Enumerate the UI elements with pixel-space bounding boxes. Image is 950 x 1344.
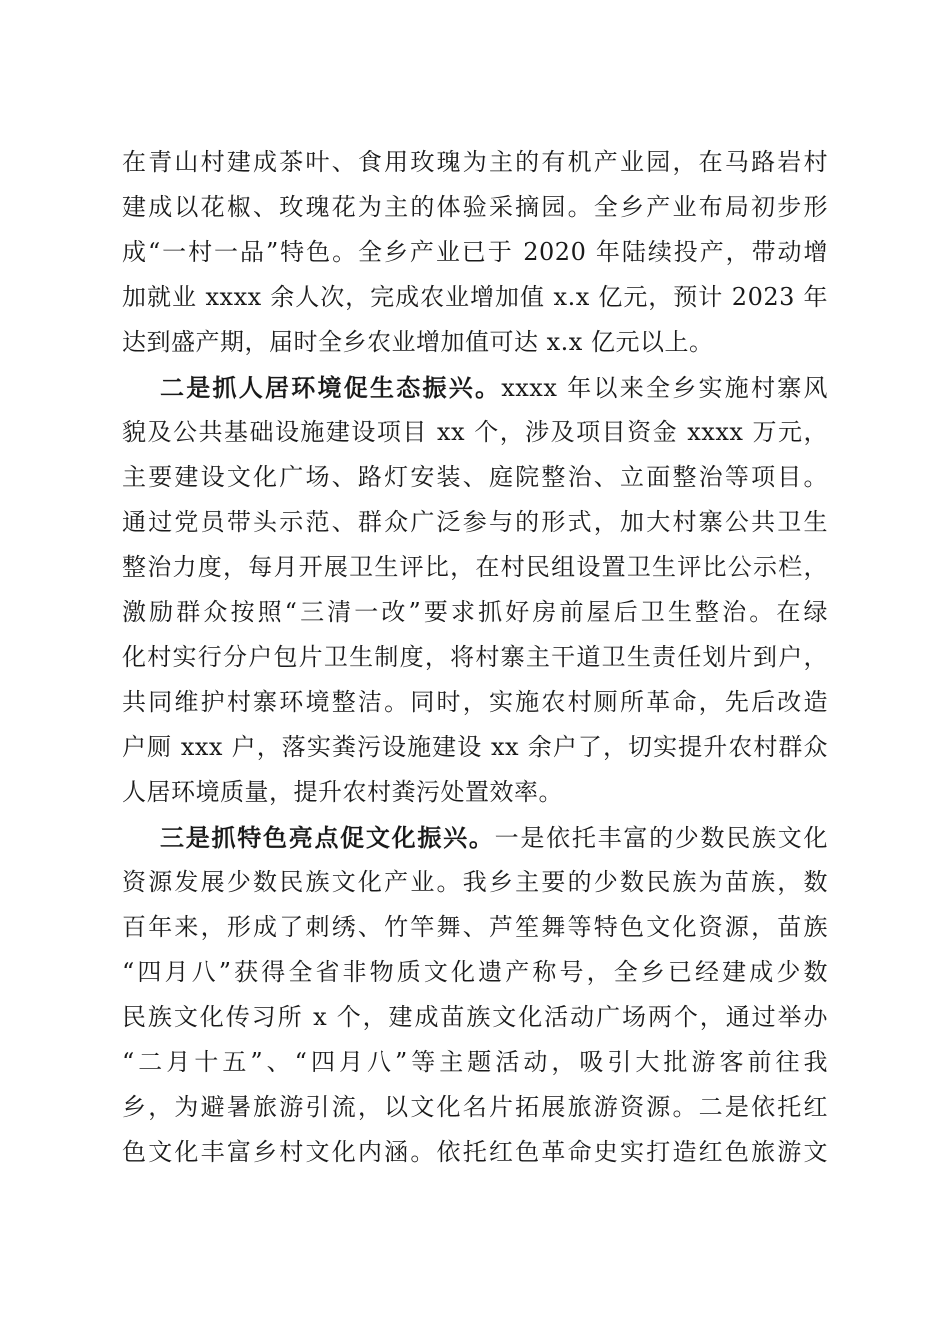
paragraph-1-line-3: 成“一村一品”特色。全乡产业已于 2020 年陆续投产，带动增 [122,238,828,266]
paragraph-2-line-3: 主要建设文化广场、路灯安装、庭院整治、立面整治等项目。 [122,463,828,491]
paragraph-3-line-3: 百年来，形成了刺绣、竹竿舞、芦笙舞等特色文化资源，苗族 [122,913,828,941]
body-text [122,140,828,1175]
paragraph-2-line-1 [122,365,828,410]
paragraph-2-line-7: 化村实行分户包片卫生制度，将村寨主干道卫生责任划片到户， [122,643,828,671]
paragraph-3-line-7: 乡，为避暑旅游引流，以文化名片拓展旅游资源。二是依托红 [122,1093,828,1121]
paragraph-2-line-6: 激励群众按照“三清一改”要求抓好房前屋后卫生整治。在绿 [122,598,828,626]
paragraph-3-line-8: 色文化丰富乡村文化内涵。依托红色革命史实打造红色旅游文 [122,1138,828,1166]
paragraph-2-line-10: 人居环境质量，提升农村粪污处置效率。 [122,778,563,806]
paragraph-2-line-2: 貌及公共基础设施建设项目 xx 个，涉及项目资金 xxxx 万元， [122,418,828,446]
paragraph-2-line-8: 共同维护村寨环境整洁。同时，实施农村厕所革命，先后改造 [122,688,828,716]
paragraph-3-line-2: 资源发展少数民族文化产业。我乡主要的少数民族为苗族，数 [122,868,828,896]
paragraph-2-heading: 二是抓人居环境促生态振兴。 [160,373,502,402]
paragraph-3-line-6: “二月十五”、“四月八”等主题活动，吸引大批游客前往我 [122,1048,828,1076]
paragraph-1-line-1: 在青山村建成茶叶、食用玫瑰为主的有机产业园，在马路岩村 [122,148,828,176]
paragraph-2-line-4: 通过党员带头示范、群众广泛参与的形式，加大村寨公共卫生 [122,508,828,536]
paragraph-3-line-4: “四月八”获得全省非物质文化遗产称号，全乡已经建成少数 [122,958,828,986]
paragraph-3-line-1 [122,815,828,860]
paragraph-1-line-2: 建成以花椒、玫瑰花为主的体验采摘园。全乡产业布局初步形 [122,193,828,221]
paragraph-2-line-5: 整治力度，每月开展卫生评比，在村民组设置卫生评比公示栏， [122,553,828,581]
paragraph-2-line-9: 户厕 xxx 户，落实粪污设施建设 xx 余户了，切实提升农村群众 [122,733,828,761]
paragraph-1-line-5: 达到盛产期，届时全乡农业增加值可达 x.x 亿元以上。 [122,328,714,356]
paragraph-2-first-line-text: xxxx 年以来全乡实施村寨风 [501,374,828,402]
paragraph-3-heading: 三是抓特色亮点促文化振兴。 [160,823,495,852]
paragraph-1-line-4: 加就业 xxxx 余人次，完成农业增加值 x.x 亿元，预计 2023 年 [122,283,828,311]
paragraph-3-line-5: 民族文化传习所 x 个，建成苗族文化活动广场两个，通过举办 [122,1003,828,1031]
paragraph-3-first-line-text: 一是依托丰富的少数民族文化 [494,824,829,852]
